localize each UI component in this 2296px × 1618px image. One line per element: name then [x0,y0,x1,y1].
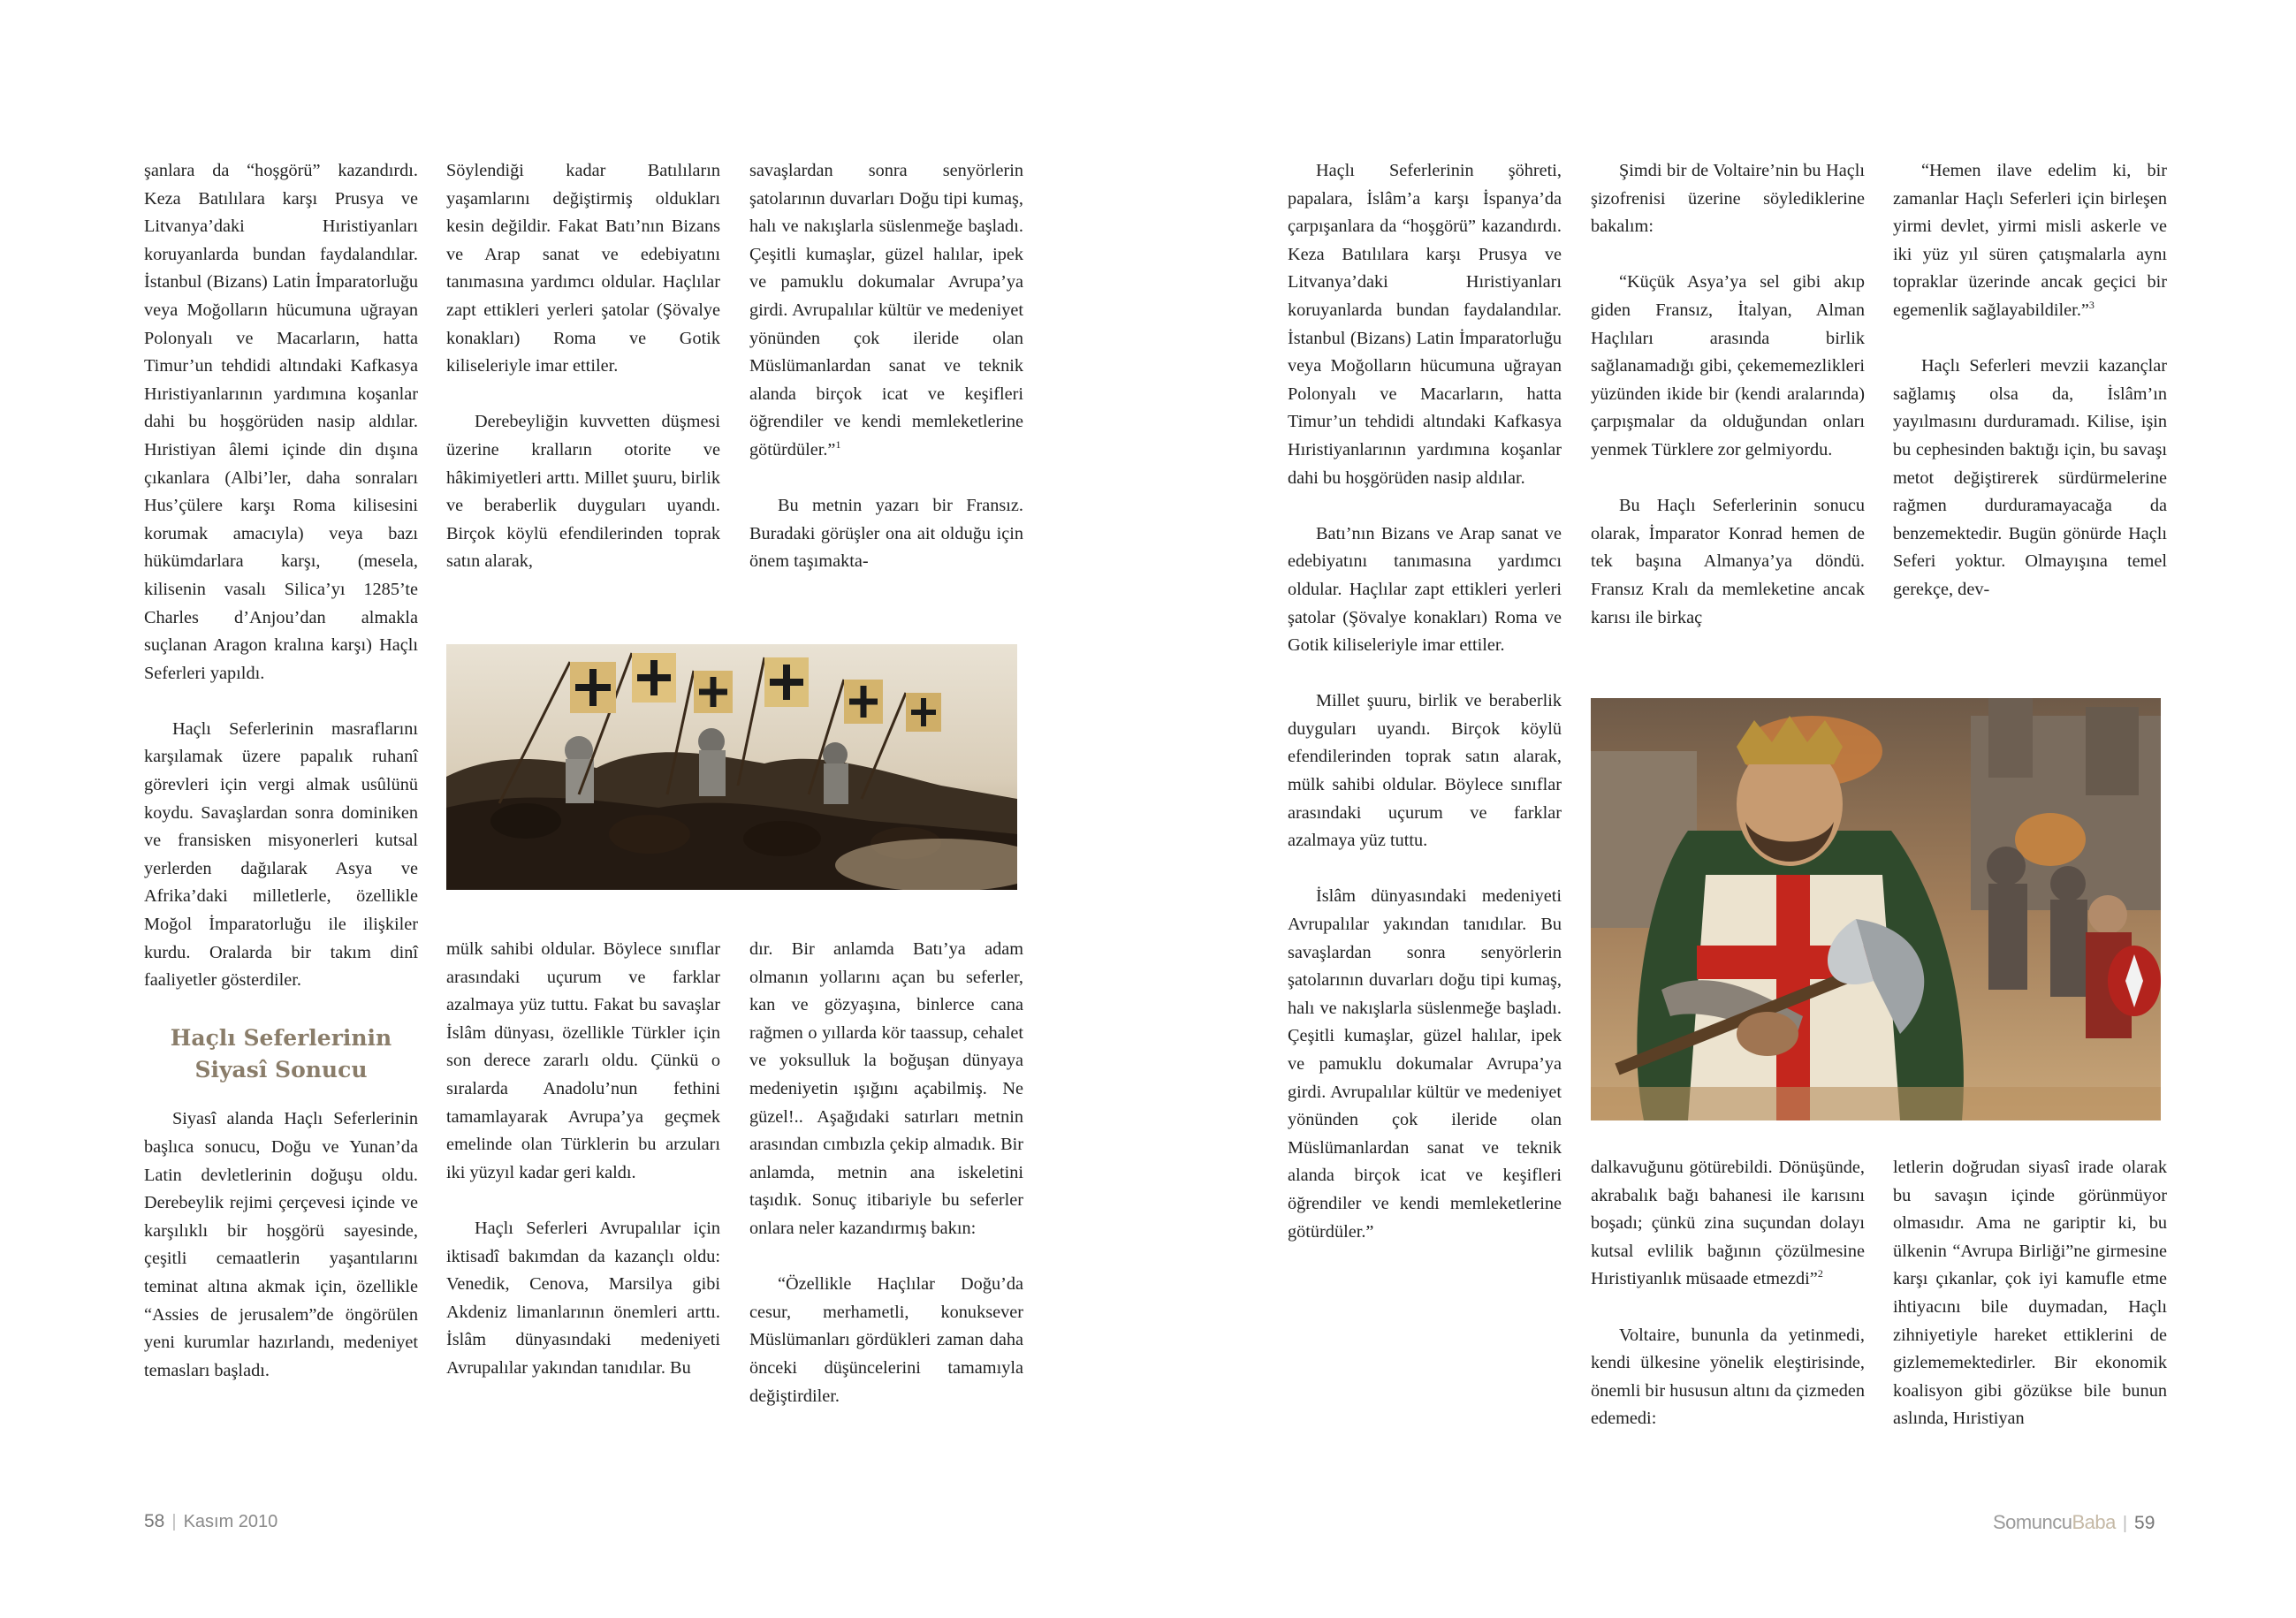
right-col-2-bottom [1591,1154,1865,1462]
left-col-2-bottom [446,936,720,1410]
paragraph: “Küçük Asya’ya sel gibi akıp giden Fransız, İtalyan, Alman Haçlıları arasında birlik sağlanamadığı gibi, çekememezlikleri yüzünden ikide bir (kendi aralarında) çarpışmalar da olduğundan onları yenmek Türklere zor gelmiyordu. [1591,272,1865,460]
footnote-marker: 2 [1817,1267,1823,1280]
paragraph: dalkavuğunu götürebildi. Dönüşünde, akrabalık bağı bahanesi ile karısını boşadı; çünkü zina suçundan dolayı kutsal evlilik bağının çözülmesine Hıristiyanlık müsaade etmezdi”$^2$ [1591,1158,1865,1289]
photo-cavalry-charge [446,644,1017,890]
paragraph: Haçlı Seferleri mevzii kazançlar sağlamış olsa da, İslâm’ın yayılmasını durduramadı. Kilise, işin bu cephesinden baktığı için, bu savaşı metot değiştirerek sürdürmelerine rağmen durduramayacağa da benzemektedir. Bugün gönürde Haçlı Seferi yoktur. Olmayışına temel gerekçe, dev- [1893,356,2167,599]
right-col-1 [1288,157,1562,1274]
illustration-crusader-knight [1591,698,2161,1120]
paragraph: Derebeyliğin kuvvetten düşmesi üzerine kralların otorite ve hâkimiyetleri arttı. Millet şuuru, birlik ve beraberlik duyguları uyandı. Birçok köylü efendilerinden toprak satın alarak, [446,412,720,572]
page-number: 59 [2134,1513,2155,1533]
issue-date: Kasım 2010 [183,1512,278,1531]
left-page-footer: 58 | Kasım 2010 [144,1511,278,1531]
paragraph: Haçlı Seferlerinin masraflarını karşılamak üzere papalık ruhanî görevleri için vergi almak usûlünü koydu. Savaşlardan sonra dominiken ve fransisken misyonerleri kutsal yerlerden dağılarak Asya ve Afrika’daki milletlerle, özellikle Moğol İmparatorluğu ile ilişkiler kurdu. Oralarda bir takım dinî faaliyetler gösterdiler. [144,718,418,991]
section-heading: Haçlı Seferlerinin Siyasî Sonucu [170,1025,392,1083]
paragraph: Haçlı Seferlerinin şöhreti, papalara, İslâm’a karşı İspanya’da çarpışanlara da “hoşgörü” kazandırdı. Keza Batılılara karşı Prusya ve Litvanya’daki Hıristiyanları koruyanlarda bundan faydalandılar. İstanbul (Bizans) Latin İmparatorluğu veya Moğolların hücumuna uğrayan Polonyalı ve Macarların, hatta Timur’un tehdidi altındaki Kafkasya Hıristiyanlarının yardımına koşanlar dahi bu hoşgörüden nasip aldılar. [1288,161,1562,488]
paragraph: dır. Bir anlamda Batı’ya adam olmanın yollarını açan bu seferler, kan ve gözyaşına, binlerce cana rağmen o yıllarda kör taassup, cehalet ve yoksulluk la boğuşan dünyaya medeniyetin ışığını açabilmiş. Ne güzel!.. Aşağıdaki satırları metnin arasından cımbızla çekip almadık. Bir anlamda, metnin ana iskeletini taşıdık. Sonuç itibariyle bu seferler onlara neler kazandırmış bakın: [749,939,1023,1238]
paragraph: Batı’nın Bizans ve Arap sanat ve edebiyatını tanımasına yardımcı oldular. Haçlılar zapt ettikleri yerleri şatolar (Şövalye konakları) Roma ve Gotik kiliseleriyle imar ettiler. [1288,523,1562,656]
left-col-3-bottom [749,936,1023,1439]
paragraph: “Özellikle Haçlılar Doğu’da cesur, merhametli, konuksever Müslümanları gördükleri zaman daha önceki düşüncelerini tamamıyla değiştirdiler. [749,1274,1023,1406]
paragraph: şanlara da “hoşgörü” kazandırdı. Keza Batılılara karşı Prusya ve Litvanya’daki Hıristiyanları koruyanlarda bundan faydalandılar. İstanbul (Bizans) Latin İmparatorluğu veya Moğolların hücumuna uğrayan Polonyalı ve Macarların, hatta Timur’un tehdidi altındaki Kafkasya Hıristiyanlarının yardımına koşanlar dahi bu hoşgörüden nasip aldılar. Hıristiyan âlemi içinde din dışına çıkanlara (Albi’ler, daha sonraları Hus’çülere karşı Roma kilisesini korumak amacıyla) veya bazı hükümdarlara karşı, (mesela, kilisenin vasalı Silica’yı 1285’te Charles d’Anjou’dan almakla suçlanan Aragon kralına karşı) Haçlı Seferleri yapıldı. [144,161,418,683]
crusader-cavalry-image [446,644,1017,890]
crusader-knight-image [1591,698,2161,1120]
right-col-3-bottom [1893,1154,2167,1462]
right-col-2-top [1591,157,1865,660]
paragraph: Söylendiği kadar Batılıların yaşamlarını değiştirmiş oldukları kesin değildir. Fakat Batı’nın Bizans ve Arap sanat ve edebiyatını tanımasına yardımcı oldular. Haçlılar zapt ettikleri yerleri şatolar (Şövalye konakları) Roma ve Gotik kiliseleriyle imar ettiler. [446,161,720,376]
paragraph: Haçlı Seferleri Avrupalılar için iktisadî bakımdan da kazançlı oldu: Venedik, Cenova, Marsilya gibi Akdeniz limanlarının önemleri arttı. İslâm dünyasındaki medeniyeti Avrupalılar yakından tanıdılar. Bu [446,1218,720,1378]
page-number: 58 [144,1511,165,1531]
paragraph: Millet şuuru, birlik ve beraberlik duyguları uyandı. Birçok köylü efendilerinden toprak satın alarak, mülk sahibi oldular. Böylece sınıflar arasındaki uçurum ve farklar azalmaya yüz tuttu. [1288,691,1562,851]
footnote-marker: 3 [2088,299,2095,312]
paragraph: Şimdi bir de Voltaire’nin bu Haçlı şizofrenisi üzerine söylediklerine bakalım: [1591,161,1865,237]
paragraph: Bu metnin yazarı bir Fransız. Buradaki görüşler ona ait olduğu için önem taşımakta- [749,496,1023,572]
paragraph: Voltaire, bununla da yetinmedi, kendi ülkesine yönelik eleştirisinde, önemli bir hususun altını da çizmeden edemedi: [1591,1325,1865,1429]
footnote-marker: 1 [835,438,841,452]
left-col-1 [144,157,418,1413]
paragraph: “Hemen ilave edelim ki, bir zamanlar Haçlı Seferleri için birleşen yirmi devlet, yirmi misli askerle ve iki yüz yıl süren çatışmalarla aynı topraklar üzerinde ancak geçici bir egemenlik sağlayabildiler.”$^3$ [1893,161,2167,320]
right-page-footer: SomuncuBaba | 59 [1993,1511,2155,1533]
paragraph: mülk sahibi oldular. Böylece sınıflar arasındaki uçurum ve farklar azalmaya yüz tuttu. Fakat bu savaşlar İslâm dünyası, özellikle Türkler için son derece zararlı oldu. Çünkü o sıralarda Anadolu’nun fethini tamamlayarak Avrupa’ya geçmek emelinde olan Türklerin bu arzuları iki yüzyıl kadar geri kaldı. [446,939,720,1182]
paragraph: savaşlardan sonra senyörlerin şatolarının duvarları Doğu tipi kumaş, halı ve nakışlarla süslenmeğe başladı. Çeşitli kumaşlar, güzel halılar, ipek ve pamuklu dokumalar Avrupa’ya girdi. Avrupalılar kültür ve medeniyet yönünden çok ileride olan Müslümanlardan sanat ve teknik alanda birçok icat ve keşifleri öğrendiler ve kendi memleketlerine götürdüler.”$^1$ [749,161,1023,460]
paragraph: Bu Haçlı Seferlerinin sonucu olarak, İmparator Konrad hemen de tek başına Almanya’ya döndü. Fransız Kralı da memleketine ancak karısı ile birkaç [1591,496,1865,627]
magazine-brand: SomuncuBaba [1993,1511,2116,1533]
left-col-2-top [446,157,720,604]
paragraph: letlerin doğrudan siyasî irade olarak bu savaşın içinde görünmüyor olmasıdır. Ama ne gariptir ki, bu ülkenin “Avrupa Birliği”ne girmesine karşı çıkanlar, çok iyi kamufle etme ihtiyacını bile duymadan, Haçlı zihniyetiyle hareket ettiklerini de gizlememektedirler. Bir ekonomik koalisyon gibi gözükse bile bunun aslında, Hıristiyan [1893,1158,2167,1429]
right-col-3-top [1893,157,2167,632]
left-col-3-top [749,157,1023,604]
paragraph: Siyasî alanda Haçlı Seferlerinin başlıca sonucu, Doğu ve Yunan’da Latin devletlerinin doğuşu oldu. Derebeylik rejimi çerçevesi içinde ve karşılıklı bir hoşgörü sayesinde, çeşitli cemaatlerin yaşantılarını teminat altına akmak için, özellikle “Assies de jerusalem”de öngörülen yeni kurumlar hazırlandı, medeniyet temasları başladı. [144,1109,418,1380]
paragraph: İslâm dünyasındaki medeniyeti Avrupalılar yakından tanıdılar. Bu savaşlardan sonra senyörlerin şatolarının duvarları doğu tipi kumaş, halı ve nakışlarla süslenmeğe başladı. Çeşitli kumaşlar, güzel halılar, ipek ve pamuklu dokumalar Avrupa’ya girdi. Avrupalılar kültür ve medeniyet yönünden çok ileride olan Müslümanlardan sanat ve teknik alanda birçok icat ve keşifleri öğrendiler ve kendi memleketlerine götürdüler.” [1288,886,1562,1242]
